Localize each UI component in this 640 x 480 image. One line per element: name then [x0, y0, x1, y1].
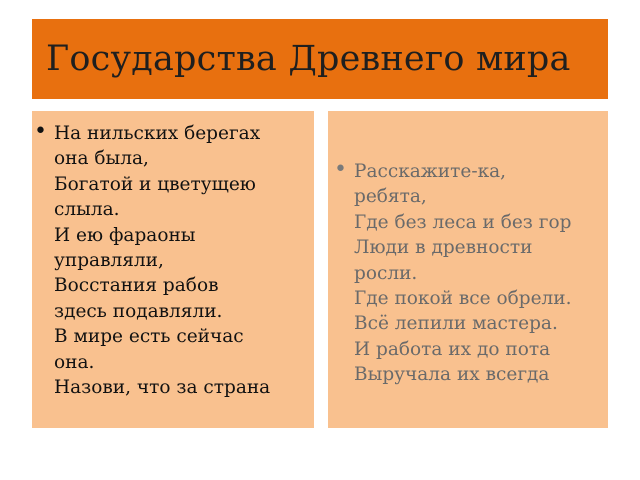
poem-line: она была, [54, 148, 149, 170]
poem-line: Люди в древности [354, 237, 533, 259]
poem-line: слыла. [54, 199, 120, 221]
bullet-icon: • [34, 119, 47, 144]
poem-line: Восстания рабов [54, 275, 219, 297]
poem-line: Где без леса и без гор [354, 211, 572, 233]
poem-line: ребята, [354, 186, 427, 208]
left-poem [32, 121, 270, 400]
poem-line: Расскажите-ка, [354, 161, 507, 182]
poem-line: Богатой и цветущею [54, 173, 256, 195]
poem-line: здесь подавляли. [54, 300, 223, 322]
right-poem-lines [354, 159, 571, 388]
poem-line: И работа их до пота [354, 338, 551, 360]
poem-line: Выручала их всегда [354, 364, 550, 386]
bullet-icon: • [334, 157, 347, 182]
poem-line: Где покой все обрели. [354, 288, 572, 310]
slide-title: Государства Древнего мира [46, 39, 571, 79]
poem-line: она. [54, 351, 95, 373]
right-poem-panel [328, 111, 608, 428]
poem-line: росли. [354, 262, 418, 284]
left-poem-panel [32, 111, 314, 428]
poem-line: В мире есть сейчас [54, 326, 244, 348]
poem-line: Назови, что за страна [54, 377, 271, 399]
title-bar [32, 19, 608, 99]
poem-line: И ею фараоны [54, 224, 196, 246]
right-poem [334, 159, 571, 388]
poem-line: управляли, [54, 250, 164, 272]
poem-line: На нильских берегах [54, 123, 261, 144]
left-poem-lines [54, 121, 270, 400]
poem-line: Всё лепили мастера. [354, 313, 558, 335]
